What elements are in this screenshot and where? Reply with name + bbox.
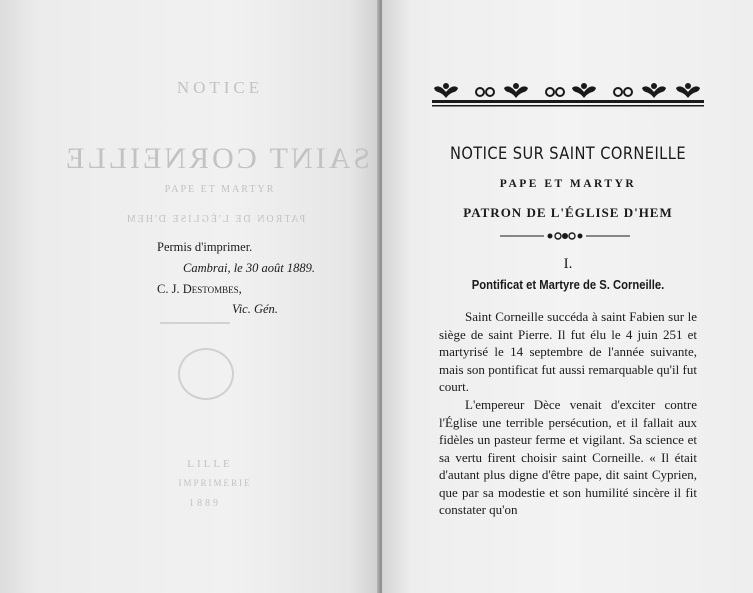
show-through-city: LILLE [187, 458, 233, 470]
show-through-printer: IMPRIMERIE [178, 478, 252, 488]
permis-place-date: Cambrai, le 30 août 1889. [183, 261, 315, 275]
show-through-notice: NOTICE [176, 78, 264, 97]
chapter-heading: Pontificat et Martyre de S. Corneille. [471, 278, 665, 292]
header-ornament [432, 80, 704, 108]
body-paragraph-2: L'empereur Dèce venait d'exciter contre l'Église une terrible persécution, et il fallait aux fidèles un pasteur ferme et vigilant. Sa science et sa vertu firent choisir saint Corneille. « Il était d'autant plus digne d'être pape, dit saint Cyprien, que par sa modestie et son humilité sincère il fit constater qu'on [439, 397, 697, 517]
show-through-subtitle: PAPE ET MARTYR [164, 184, 276, 195]
show-through-patron: PATRON DE L'ÉGLISE D'HEM [124, 214, 306, 225]
patron-line: PATRON DE L'ÉGLISE D'HEM [463, 205, 673, 220]
page-title: NOTICE SUR SAINT CORNEILLE [449, 144, 687, 164]
chapter-number: I. [563, 256, 573, 272]
permis-label: Permis d'imprimer. [157, 240, 253, 254]
page-subtitle: PAPE ET MARTYR [499, 178, 637, 190]
show-through-ornament [178, 348, 234, 400]
body-paragraph-1: Saint Corneille succéda à saint Fabien sur le siège de saint Pierre. Il fut élu le 4 juin 251 et martyrisé le 14 septembre de l'année suivante, mais son pontificat fut aussi remarquable qu'il fut court. [439, 309, 697, 394]
permis-signatory-title: Vic. Gén. [232, 302, 278, 316]
show-through-rule [160, 322, 230, 324]
permis-signatory: C. J. Destombes, [157, 282, 242, 296]
title-divider [500, 230, 630, 242]
show-through-title: SAINT CORNEILLE [63, 142, 370, 175]
show-through-year: 1889 [189, 498, 221, 509]
